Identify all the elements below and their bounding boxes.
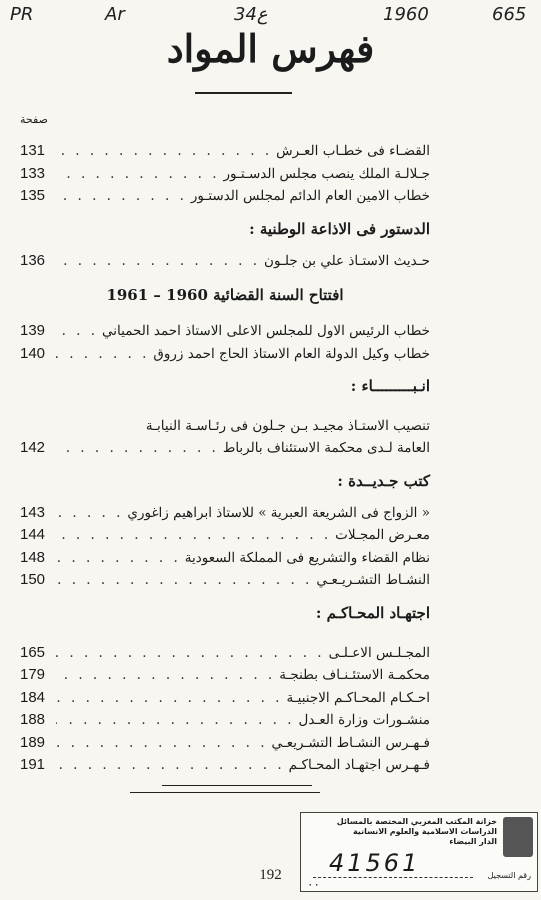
stamp-header-line: الدار البيضاء — [449, 837, 497, 846]
stamp-header — [307, 817, 497, 847]
stamp-field-label: رقم التسجيل — [487, 871, 531, 880]
entry-title-line: تنصيب الاستـاذ مجيـد بـن جـلون فى رئـاسـة النيابـة — [145, 418, 430, 434]
entry-page: 136 — [20, 251, 46, 269]
stamp-registration-number: 41561 — [329, 849, 421, 877]
dot-leader — [56, 163, 223, 186]
dot-leader — [56, 664, 279, 687]
entry-title: فـهـرس النشـاط التشـريعـي — [271, 734, 430, 751]
entry-title: خطاب الامين العام الدائم لمجلس الدستـور — [190, 188, 430, 204]
stamp-header-line: خزانة المكتب المغربي المختصة بالمسائل — [336, 817, 497, 826]
toc-entry — [20, 437, 430, 460]
dot-leader — [56, 437, 223, 460]
toc-entry — [20, 163, 430, 186]
entry-title: القضـاء فى خطـاب العـرش — [276, 143, 430, 159]
entry-page: 184 — [20, 688, 46, 706]
entry-page: 189 — [20, 733, 46, 751]
page-column-label: صفحة — [20, 113, 48, 126]
handwritten-year: 1960 — [383, 4, 429, 25]
entry-title: فـهـرس اجتهـاد المحـاكـم — [288, 757, 430, 773]
section-heading-jurisprudence: اجتهـاد المحـاكـم : — [315, 603, 430, 622]
library-emblem-icon — [503, 817, 533, 857]
entry-page: 140 — [20, 344, 46, 362]
handwritten-letters: Ar — [105, 4, 125, 25]
toc-entry — [20, 569, 430, 592]
entry-page: 191 — [20, 756, 46, 773]
dot-leader — [56, 524, 335, 547]
stamp-underline — [313, 877, 473, 878]
entry-title: منشـورات وزارة العـدل — [298, 712, 430, 728]
toc-entry — [20, 524, 430, 547]
dot-leader — [56, 569, 316, 592]
toc-entry-continued — [20, 415, 430, 437]
section-heading-opening: افتتاح السنة القضائية 1960 – 1961 — [106, 286, 344, 304]
entry-page: 143 — [20, 503, 46, 521]
entry-title: معـرض المجـلات — [335, 527, 430, 543]
dot-leader — [56, 687, 286, 710]
entry-title: النشـاط التشـريـعـي — [316, 572, 430, 588]
table-of-contents — [20, 140, 430, 777]
toc-entry — [20, 732, 430, 755]
dot-leader — [56, 732, 272, 755]
dot-leader — [56, 502, 127, 525]
entry-title: العامة لـدى محكمة الاستئناف بالرباط — [222, 440, 430, 456]
library-stamp — [300, 812, 538, 892]
section-heading-radio: الدستور فى الاذاعة الوطنية : — [249, 219, 430, 238]
toc-entry — [20, 250, 430, 273]
entry-page: 142 — [20, 439, 46, 456]
toc-entry — [20, 185, 430, 208]
entry-title: خطاب وكيل الدولة العام الاستاذ الحاج احمد زروق — [153, 345, 430, 362]
dot-leader — [56, 343, 153, 366]
entry-page: 139 — [20, 322, 46, 339]
toc-entry — [20, 642, 430, 665]
entry-page: 150 — [20, 571, 46, 588]
dot-leader — [56, 642, 329, 665]
dot-leader — [56, 709, 299, 732]
closing-rule-top — [162, 785, 312, 786]
dot-leader — [56, 547, 185, 570]
toc-entry — [20, 547, 430, 570]
toc-entry — [20, 140, 430, 163]
entry-title: خطاب الرئيس الاول للمجلس الاعلى الاستاذ احمد الحمياني — [102, 323, 430, 339]
entry-title: محكمـة الاستئـنـاف بطنجـة — [279, 667, 430, 683]
entry-page: 165 — [20, 643, 46, 661]
toc-entry — [20, 754, 430, 777]
entry-title: احـكـام المحـاكـم الاجنبيـة — [286, 689, 430, 706]
dot-leader — [56, 320, 102, 343]
entry-page: 135 — [20, 187, 46, 204]
toc-entry — [20, 687, 430, 710]
section-heading-news: انـبـــــــــاء : — [350, 377, 430, 395]
closing-rule-bottom — [130, 792, 320, 793]
stamp-trailing-marks: ٠٠ — [307, 877, 320, 891]
entry-page: 188 — [20, 711, 46, 728]
entry-title: المجـلـس الاعـلـى — [328, 644, 430, 661]
toc-entry — [20, 709, 430, 732]
title-underline — [195, 92, 292, 94]
stamp-header-line: الدراسات الاسلامية والعلوم الانسانية — [352, 827, 497, 836]
entry-title: جـلالـة الملك ينصب مجلس الدسـتـور — [223, 165, 430, 182]
dot-leader — [56, 754, 289, 777]
entry-title: نظام القضاء والتشريع فى المملكة السعودية — [184, 549, 430, 566]
dot-leader — [56, 185, 191, 208]
entry-page: 133 — [20, 164, 46, 182]
page-number: 192 — [259, 867, 282, 883]
handwritten-volume: 34ع — [234, 4, 268, 25]
page-title: فهرس المواد — [166, 26, 375, 71]
entry-page: 179 — [20, 666, 46, 683]
dot-leader — [56, 250, 264, 273]
toc-entry — [20, 502, 430, 525]
section-heading-books: كتب جـديــدة : — [337, 471, 430, 490]
toc-entry — [20, 343, 430, 366]
toc-entry — [20, 664, 430, 687]
handwritten-shelf-mark: PR — [10, 4, 34, 25]
entry-page: 148 — [20, 548, 46, 566]
entry-page: 144 — [20, 526, 46, 543]
entry-title: حـديث الاستـاذ علي بن جلـون — [264, 252, 430, 269]
entry-page: 131 — [20, 142, 46, 159]
toc-entry — [20, 320, 430, 343]
entry-title: « الزواج فى الشريعة العبرية » للاستاذ ابراهيم زاغوري — [127, 504, 430, 521]
handwritten-number: 665 — [492, 4, 527, 25]
dot-leader — [56, 140, 276, 163]
